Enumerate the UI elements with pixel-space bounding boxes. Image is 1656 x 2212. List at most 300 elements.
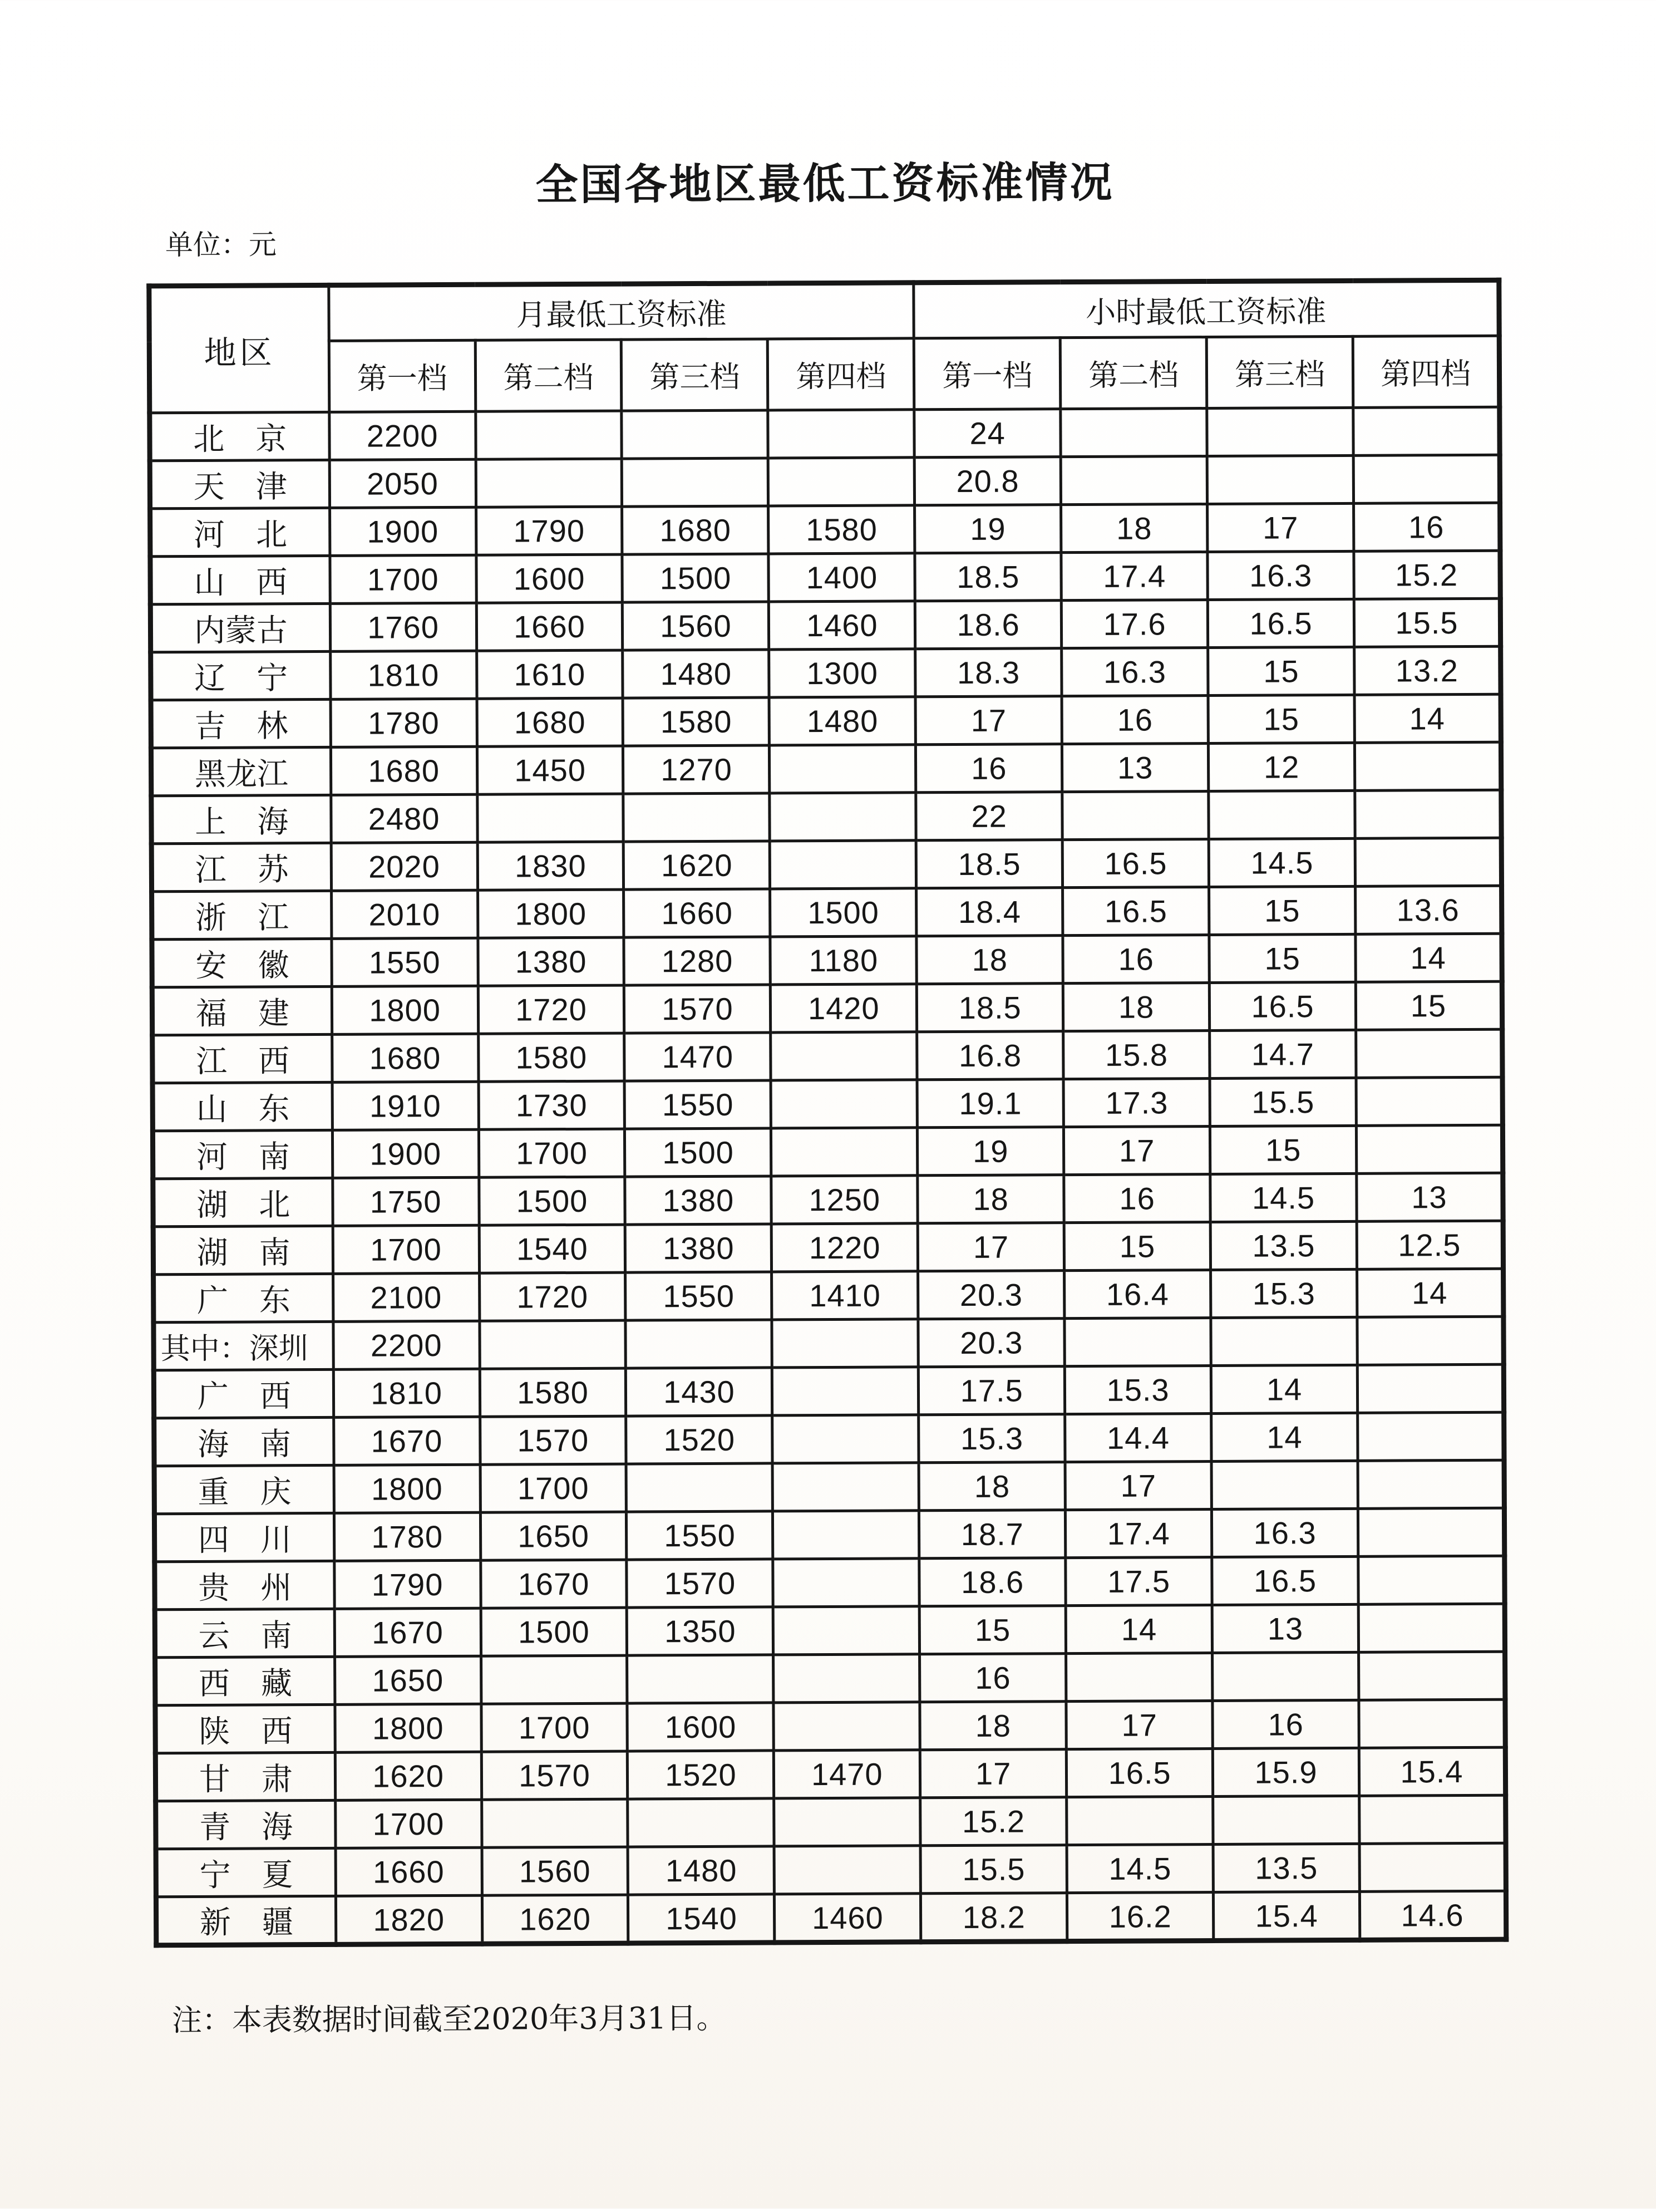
table-row [154,1269,1504,1323]
hourly-tier-2-cell: 16.4 [1064,1270,1211,1319]
hourly-tier-1-cell: 18.2 [921,1893,1067,1942]
hourly-tier-2-cell [1061,456,1207,505]
hourly-tier-3-cell: 15 [1209,934,1356,982]
monthly-tier-3-cell: 1660 [624,889,770,937]
monthly-tier-3-cell [623,793,770,842]
region-cell: 安 徽 [152,938,332,987]
column-header-monthly-tier-2: 第二档 [475,340,622,411]
monthly-tier-3-cell [622,458,768,507]
hourly-tier-2-cell: 17.5 [1066,1557,1212,1606]
monthly-tier-4-cell: 1480 [769,697,915,745]
monthly-tier-2-cell [481,1655,627,1704]
hourly-tier-1-cell: 18.3 [915,648,1062,697]
hourly-tier-1-cell: 15 [919,1606,1066,1654]
table-row [152,1125,1502,1179]
monthly-tier-4-cell: 1400 [768,553,915,602]
monthly-tier-2-cell: 1830 [477,842,624,890]
monthly-tier-3-cell: 1570 [624,985,771,1033]
hourly-tier-4-cell [1359,1651,1505,1700]
region-cell: 黑龙江 [151,747,331,795]
monthly-tier-4-cell: 1470 [774,1750,920,1798]
region-cell: 湖 北 [153,1178,333,1226]
hourly-tier-4-cell: 14.6 [1359,1891,1506,1940]
hourly-tier-4-cell: 13 [1357,1173,1503,1221]
hourly-tier-1-cell: 18.5 [915,553,1061,601]
hourly-tier-3-cell [1211,1317,1357,1365]
hourly-tier-3-cell: 15.4 [1214,1891,1360,1940]
region-cell: 广 东 [154,1274,333,1322]
hourly-tier-2-cell: 16.5 [1063,887,1209,936]
hourly-tier-4-cell [1359,1699,1505,1748]
monthly-tier-3-cell [627,1463,773,1512]
monthly-tier-4-cell: 1500 [770,888,916,937]
monthly-tier-4-cell: 1460 [769,601,915,650]
hourly-tier-3-cell [1207,455,1353,504]
hourly-tier-2-cell: 13 [1062,744,1209,792]
region-cell: 其中：深圳 [154,1321,333,1370]
table-header [149,280,1500,413]
monthly-tier-3-cell [628,1798,774,1847]
region-cell: 山 东 [152,1082,332,1130]
monthly-tier-2-cell: 1680 [477,698,623,746]
hourly-tier-3-cell: 14.7 [1210,1030,1356,1078]
monthly-tier-4-cell [774,1846,920,1894]
monthly-tier-1-cell: 1700 [333,1225,479,1274]
hourly-tier-4-cell [1355,790,1501,838]
table-row [155,1556,1505,1610]
monthly-tier-3-cell: 1550 [625,1080,771,1129]
region-cell: 内蒙古 [150,603,330,652]
monthly-tier-2-cell: 1700 [480,1464,627,1512]
table-row [156,1795,1506,1849]
hourly-tier-2-cell: 17 [1066,1700,1213,1749]
hourly-tier-1-cell: 18.5 [916,840,1062,888]
hourly-tier-4-cell [1357,1364,1504,1413]
hourly-tier-3-cell: 17 [1208,503,1354,552]
region-cell: 上 海 [151,795,331,843]
monthly-tier-1-cell: 1900 [329,507,476,556]
hourly-tier-3-cell: 14 [1211,1365,1357,1413]
hourly-tier-4-cell [1356,1077,1502,1125]
monthly-tier-1-cell: 2200 [329,411,475,460]
table-row [153,1173,1503,1227]
hourly-tier-2-cell [1067,1796,1213,1845]
column-header-hourly-tier-3: 第三档 [1206,336,1353,408]
monthly-tier-2-cell: 1700 [479,1129,625,1177]
monthly-tier-2-cell: 1600 [476,554,622,603]
region-cell: 西 藏 [155,1656,335,1705]
hourly-tier-3-cell [1209,790,1355,839]
table-row [154,1460,1504,1514]
hourly-tier-2-cell: 17 [1065,1462,1211,1510]
monthly-tier-2-cell [475,411,622,459]
monthly-tier-3-cell: 1480 [623,650,769,698]
monthly-tier-2-cell [477,794,623,842]
monthly-tier-1-cell: 1810 [333,1369,480,1417]
column-header-monthly-tier-4: 第四档 [768,338,914,410]
monthly-tier-2-cell: 1660 [476,602,623,651]
hourly-tier-1-cell: 15.5 [920,1845,1067,1894]
monthly-tier-2-cell: 1700 [481,1703,627,1752]
unit-label: 单位：元 [165,228,277,262]
hourly-tier-4-cell: 13.6 [1356,886,1502,934]
tier-header-row [149,336,1500,413]
hourly-tier-3-cell: 14.5 [1210,1173,1357,1222]
monthly-tier-3-cell: 1380 [625,1224,772,1272]
monthly-tier-1-cell: 1780 [331,699,477,747]
table-row [152,1029,1502,1083]
column-header-hourly-tier-2: 第二档 [1060,337,1206,409]
monthly-tier-2-cell: 1580 [480,1368,626,1417]
table-row [152,886,1502,940]
hourly-tier-4-cell: 13.2 [1354,646,1501,695]
hourly-tier-3-cell: 16 [1213,1700,1359,1748]
column-header-hourly-tier-1: 第一档 [914,338,1061,410]
hourly-tier-2-cell: 18 [1061,504,1208,553]
monthly-tier-1-cell: 2480 [331,794,477,843]
monthly-tier-1-cell: 1660 [336,1847,482,1896]
table-row [154,1412,1504,1466]
hourly-tier-2-cell [1066,1653,1213,1701]
monthly-tier-3-cell [627,1655,773,1703]
hourly-tier-4-cell [1356,1125,1502,1173]
monthly-tier-1-cell: 2050 [329,459,476,508]
monthly-tier-3-cell: 1550 [627,1511,773,1560]
hourly-tier-2-cell [1061,409,1207,457]
monthly-tier-2-cell: 1540 [479,1225,625,1273]
monthly-tier-4-cell [773,1559,919,1607]
monthly-tier-3-cell: 1520 [626,1415,772,1464]
monthly-tier-1-cell: 2020 [331,842,477,891]
region-cell: 甘 肃 [155,1752,335,1801]
monthly-tier-4-cell: 1180 [770,936,916,985]
monthly-tier-1-cell: 1900 [332,1129,479,1178]
monthly-tier-1-cell: 1550 [332,938,478,986]
monthly-tier-1-cell: 1650 [334,1656,481,1704]
hourly-tier-2-cell: 18 [1063,983,1209,1031]
region-cell: 宁 夏 [156,1848,336,1896]
table-row [151,838,1501,892]
monthly-tier-3-cell: 1560 [623,602,769,650]
monthly-tier-4-cell [771,1128,918,1176]
hourly-tier-2-cell [1064,1318,1211,1366]
monthly-tier-1-cell: 1700 [330,555,476,603]
monthly-tier-3-cell: 1600 [627,1703,773,1751]
table-row [154,1316,1504,1370]
hourly-tier-3-cell: 15 [1208,647,1354,695]
hourly-tier-2-cell: 15 [1064,1222,1210,1271]
monthly-tier-1-cell: 1810 [330,651,476,699]
monthly-tier-2-cell: 1650 [480,1512,627,1560]
monthly-tier-2-cell: 1670 [480,1560,627,1608]
hourly-tier-4-cell: 14 [1354,694,1501,743]
monthly-tier-2-cell: 1580 [478,1033,624,1082]
monthly-tier-4-cell: 1580 [768,505,915,554]
monthly-tier-2-cell: 1450 [477,746,623,794]
hourly-tier-4-cell [1356,1029,1502,1078]
monthly-tier-2-cell: 1730 [479,1081,625,1129]
table-row [151,790,1501,844]
hourly-tier-3-cell: 16.3 [1208,551,1354,599]
table-row [155,1747,1505,1801]
hourly-tier-2-cell: 15.3 [1064,1366,1211,1414]
monthly-tier-3-cell: 1540 [628,1894,775,1943]
region-cell: 四 川 [154,1513,334,1561]
monthly-tier-3-cell: 1520 [628,1751,774,1799]
table-row [151,694,1501,748]
hourly-tier-1-cell: 20.8 [914,457,1061,505]
monthly-tier-1-cell: 1800 [334,1464,480,1513]
region-cell: 江 西 [152,1034,332,1083]
hourly-tier-1-cell: 17 [915,696,1062,745]
monthly-tier-4-cell [771,1080,917,1128]
hourly-tier-3-cell: 15.5 [1210,1078,1356,1126]
monthly-tier-4-cell [772,1367,919,1415]
region-cell: 贵 州 [155,1561,334,1609]
monthly-tier-3-cell: 1270 [623,745,770,794]
monthly-tier-4-cell: 1250 [771,1176,918,1224]
hourly-tier-3-cell: 13.5 [1210,1221,1357,1270]
hourly-tier-4-cell: 16 [1354,503,1500,551]
monthly-tier-2-cell: 1500 [481,1608,627,1656]
hourly-tier-4-cell [1358,1556,1505,1604]
hourly-tier-1-cell: 17 [918,1223,1064,1271]
region-cell: 福 建 [152,986,332,1035]
column-header-monthly: 月最低工资标准 [328,283,914,341]
monthly-tier-2-cell: 1720 [479,1272,625,1321]
monthly-tier-3-cell [622,410,768,459]
table-row [150,503,1500,557]
hourly-tier-3-cell: 16.5 [1212,1556,1358,1605]
monthly-tier-4-cell [773,1702,920,1751]
hourly-tier-1-cell: 20.3 [918,1319,1064,1367]
monthly-tier-1-cell: 1760 [330,603,476,651]
hourly-tier-4-cell [1355,838,1501,886]
monthly-tier-2-cell: 1570 [481,1751,628,1800]
monthly-tier-4-cell [771,1032,917,1080]
monthly-tier-1-cell: 1910 [332,1082,479,1130]
hourly-tier-3-cell: 15 [1210,1125,1357,1174]
monthly-tier-1-cell: 1700 [335,1800,481,1848]
region-cell: 重 庆 [154,1465,334,1513]
column-header-monthly-tier-1: 第一档 [329,340,475,412]
monthly-tier-1-cell: 1670 [334,1608,481,1656]
region-cell: 辽 宁 [151,651,331,700]
hourly-tier-4-cell [1354,742,1501,790]
hourly-tier-3-cell [1213,1652,1359,1700]
hourly-tier-2-cell: 16 [1062,696,1208,744]
hourly-tier-3-cell: 12 [1209,743,1355,791]
hourly-tier-1-cell: 18.4 [916,888,1063,936]
hourly-tier-2-cell: 17.4 [1066,1510,1212,1558]
monthly-tier-4-cell: 1300 [769,649,915,697]
monthly-tier-1-cell: 1790 [334,1560,480,1609]
hourly-tier-1-cell: 19 [915,505,1061,553]
table-row [151,646,1501,700]
table-row [153,1221,1503,1275]
monthly-tier-3-cell: 1680 [622,506,768,554]
region-cell: 浙 江 [152,891,332,939]
hourly-tier-4-cell: 14 [1356,933,1502,982]
monthly-tier-4-cell [773,1511,919,1559]
monthly-tier-2-cell: 1380 [477,937,624,986]
table-row [155,1699,1505,1753]
region-cell: 广 西 [154,1369,333,1418]
hourly-tier-3-cell: 15 [1208,695,1354,743]
hourly-tier-1-cell: 17.5 [919,1366,1065,1415]
monthly-tier-2-cell: 1560 [482,1847,628,1895]
hourly-tier-1-cell: 24 [914,409,1061,458]
monthly-tier-3-cell: 1480 [628,1846,775,1895]
monthly-tier-4-cell [773,1654,920,1703]
monthly-tier-3-cell: 1580 [623,697,770,746]
hourly-tier-3-cell: 14.5 [1209,838,1355,887]
hourly-tier-4-cell [1357,1316,1504,1365]
table-row [150,407,1500,461]
monthly-tier-4-cell: 1410 [772,1271,918,1320]
monthly-tier-1-cell: 2200 [333,1321,480,1369]
table-row [152,981,1502,1035]
monthly-tier-3-cell: 1550 [625,1272,772,1320]
table-row [150,598,1500,652]
hourly-tier-1-cell: 19.1 [917,1079,1063,1128]
monthly-tier-3-cell: 1280 [624,937,770,985]
table-row [150,550,1500,604]
hourly-tier-3-cell: 16.3 [1212,1508,1358,1557]
monthly-tier-4-cell [774,1798,920,1846]
hourly-tier-3-cell: 15 [1209,886,1356,935]
monthly-tier-1-cell: 1620 [335,1752,481,1800]
monthly-tier-3-cell: 1620 [624,841,770,889]
monthly-tier-3-cell: 1570 [627,1559,773,1608]
hourly-tier-4-cell: 15.5 [1354,598,1500,647]
column-header-monthly-tier-3: 第三档 [622,339,768,411]
table-row [152,933,1502,987]
hourly-tier-1-cell: 16 [916,744,1062,793]
hourly-tier-2-cell: 16.5 [1062,839,1209,888]
hourly-tier-3-cell: 13 [1212,1604,1358,1653]
monthly-tier-1-cell: 1680 [331,746,477,795]
monthly-tier-3-cell: 1500 [625,1128,771,1177]
hourly-tier-4-cell: 12.5 [1357,1221,1503,1269]
monthly-tier-2-cell [476,459,622,507]
monthly-tier-1-cell: 2010 [331,890,477,938]
hourly-tier-2-cell: 14.5 [1067,1844,1213,1893]
hourly-tier-3-cell: 15.9 [1213,1748,1359,1796]
table-row [156,1843,1506,1897]
group-header-row [149,280,1499,342]
monthly-tier-1-cell: 1800 [335,1704,481,1752]
hourly-tier-3-cell [1211,1461,1358,1509]
hourly-tier-4-cell: 14 [1357,1269,1504,1317]
monthly-tier-4-cell: 1220 [772,1223,918,1272]
region-cell: 河 北 [150,508,330,556]
column-header-hourly-tier-4: 第四档 [1353,336,1500,407]
hourly-tier-1-cell: 18 [920,1702,1066,1750]
hourly-tier-2-cell: 16.5 [1066,1748,1213,1797]
hourly-tier-4-cell: 15.4 [1359,1747,1505,1796]
hourly-tier-2-cell: 14.4 [1065,1414,1211,1462]
region-cell: 海 南 [154,1417,334,1466]
hourly-tier-2-cell: 16 [1063,935,1209,984]
monthly-tier-2-cell: 1620 [482,1895,628,1944]
hourly-tier-4-cell: 15 [1356,981,1502,1030]
hourly-tier-1-cell: 18.5 [917,984,1063,1032]
table-row [151,742,1501,796]
monthly-tier-1-cell: 1780 [334,1512,480,1561]
hourly-tier-2-cell: 14 [1066,1605,1212,1654]
region-cell: 新 疆 [156,1896,336,1945]
monthly-tier-1-cell: 1670 [333,1417,480,1465]
monthly-tier-4-cell [770,840,916,889]
table-row [150,455,1500,509]
region-cell: 天 津 [150,460,329,508]
monthly-tier-4-cell [768,458,915,506]
page-title: 全国各地区最低工资标准情况 [535,157,1115,210]
region-cell: 云 南 [155,1609,334,1657]
hourly-tier-1-cell: 16 [920,1654,1066,1702]
table-row [155,1651,1505,1705]
hourly-tier-2-cell: 16 [1064,1174,1210,1223]
monthly-tier-3-cell: 1430 [626,1368,772,1416]
hourly-tier-4-cell: 15.2 [1354,550,1500,599]
monthly-tier-2-cell [481,1799,628,1847]
hourly-tier-1-cell: 22 [916,792,1062,840]
hourly-tier-1-cell: 18.6 [915,601,1062,649]
region-cell: 青 海 [156,1800,336,1849]
region-cell: 吉 林 [151,699,331,748]
monthly-tier-4-cell [770,745,916,793]
hourly-tier-4-cell [1359,1795,1506,1844]
table-row [154,1364,1504,1418]
region-cell: 北 京 [150,412,329,460]
region-cell: 山 西 [150,556,330,604]
hourly-tier-1-cell: 18 [918,1175,1064,1223]
monthly-tier-2-cell: 1720 [478,985,624,1034]
hourly-tier-2-cell: 17.6 [1061,600,1208,648]
monthly-tier-2-cell: 1500 [479,1177,625,1225]
region-cell: 河 南 [152,1130,332,1178]
hourly-tier-3-cell: 14 [1211,1413,1358,1461]
monthly-tier-3-cell [625,1320,772,1368]
hourly-tier-1-cell: 15.2 [920,1797,1067,1846]
minimum-wage-table [146,278,1509,1948]
hourly-tier-3-cell: 13.5 [1213,1844,1359,1892]
monthly-tier-1-cell: 1680 [332,1034,478,1082]
monthly-tier-2-cell: 1610 [476,650,623,699]
hourly-tier-4-cell [1358,1412,1504,1461]
monthly-tier-3-cell: 1500 [622,554,768,602]
region-cell: 湖 南 [153,1226,333,1274]
monthly-tier-2-cell [479,1320,625,1369]
hourly-tier-4-cell [1358,1604,1505,1652]
table-body [150,407,1506,1945]
monthly-tier-2-cell: 1790 [476,507,622,555]
table-row [152,1077,1502,1131]
hourly-tier-2-cell: 16.2 [1067,1892,1214,1941]
hourly-tier-1-cell: 17 [920,1749,1067,1798]
table-row [156,1891,1506,1945]
region-cell: 陕 西 [155,1704,335,1753]
hourly-tier-2-cell: 15.8 [1063,1031,1210,1079]
hourly-tier-4-cell [1358,1460,1504,1508]
column-header-hourly: 小时最低工资标准 [914,280,1499,338]
monthly-tier-4-cell [768,410,914,458]
hourly-tier-1-cell: 18.6 [919,1558,1066,1606]
hourly-tier-1-cell: 18 [919,1462,1065,1511]
monthly-tier-1-cell: 1800 [332,986,478,1034]
hourly-tier-1-cell: 18 [916,936,1063,984]
